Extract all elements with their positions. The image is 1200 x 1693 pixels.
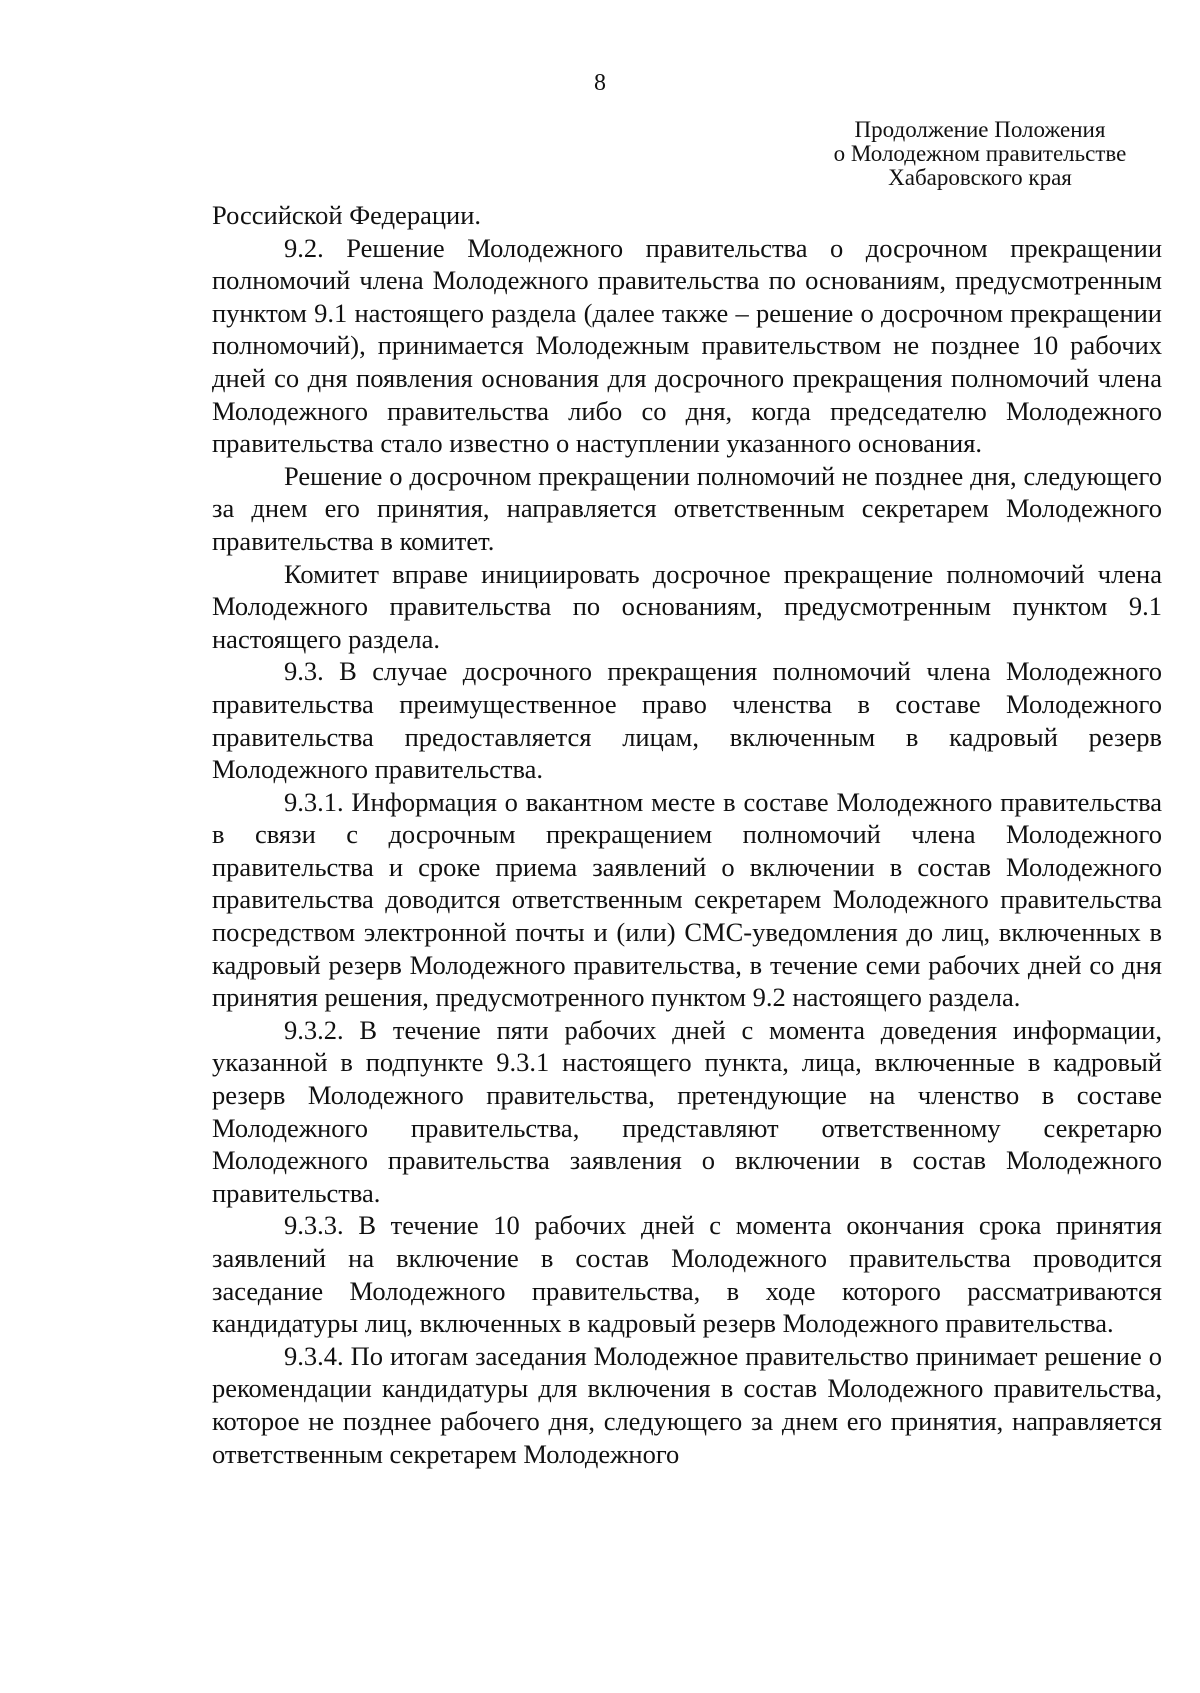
page-number: 8 — [594, 70, 606, 96]
header-note-line-1: Продолжение Положения — [854, 117, 1106, 142]
paragraph-9-3-4: 9.3.4. По итогам заседания Молодежное правительство принимает решение о рекомендации кандидатуры для включения в состав Молодежного правительства, которое не позднее рабочего дня, следующего за днем его принятия, направляется ответственным секретарем Молодежного — [212, 1340, 1162, 1469]
paragraph-9-3-3: 9.3.3. В течение 10 рабочих дней с момента окончания срока принятия заявлений на включение в состав Молодежного правительства проводится заседание Молодежного правительства, в ходе которого рассматриваются кандидатуры лиц, включенных в кадровый резерв Молодежного правительства. — [212, 1210, 1162, 1339]
document-body — [212, 199, 1162, 1470]
paragraph-continuation: Российской Федерации. — [212, 200, 481, 230]
document-header-note — [800, 118, 1160, 190]
paragraph-committee-initiative: Комитет вправе инициировать досрочное прекращение полномочий члена Молодежного правительства по основаниям, предусмотренным пунктом 9.1 настоящего раздела. — [212, 558, 1162, 654]
paragraph-9-3-2: 9.3.2. В течение пяти рабочих дней с момента доведения информации, указанной в подпункте 9.3.1 настоящего пункта, лица, включенные в кадровый резерв Молодежного правительства, претендующие на членство в составе Молодежного правительства, представляют ответственному секретарю Молодежного правительства заявления о включении в состав Молодежного правительства. — [212, 1014, 1162, 1208]
paragraph-9-3-1: 9.3.1. Информация о вакантном месте в составе Молодежного правительства в связи с досрочным прекращением полномочий члена Молодежного правительства и сроке приема заявлений о включении в состав Молодежного правительства доводится ответственным секретарем Молодежного правительства посредством электронной почты и (или) СМС-уведомления до лиц, включенных в кадровый резерв Молодежного правительства, в течение семи рабочих дней со дня принятия решения, предусмотренного пунктом 9.2 настоящего раздела. — [212, 786, 1162, 1013]
paragraph-9-2: 9.2. Решение Молодежного правительства о досрочном прекращении полномочий члена Молодежного правительства по основаниям, предусмотренным пунктом 9.1 настоящего раздела (далее также – решение о досрочном прекращении полномочий), принимается Молодежным правительством не позднее 10 рабочих дней со дня появления основания для досрочного прекращения полномочий члена Молодежного правительства либо со дня, когда председателю Молодежного правительства стало известно о наступлении указанного основания. — [212, 232, 1162, 459]
header-note-line-2: о Молодежном правительстве — [833, 141, 1127, 166]
paragraph-9-3: 9.3. В случае досрочного прекращения полномочий члена Молодежного правительства преимущественное право членства в составе Молодежного правительства предоставляется лицам, включенным в кадровый резерв Молодежного правительства. — [212, 656, 1162, 785]
header-note-line-3: Хабаровского края — [888, 165, 1072, 190]
paragraph-decision-sending: Решение о досрочном прекращении полномочий не позднее дня, следующего за днем его принятия, направляется ответственным секретарем Молодежного правительства в комитет. — [212, 460, 1162, 556]
